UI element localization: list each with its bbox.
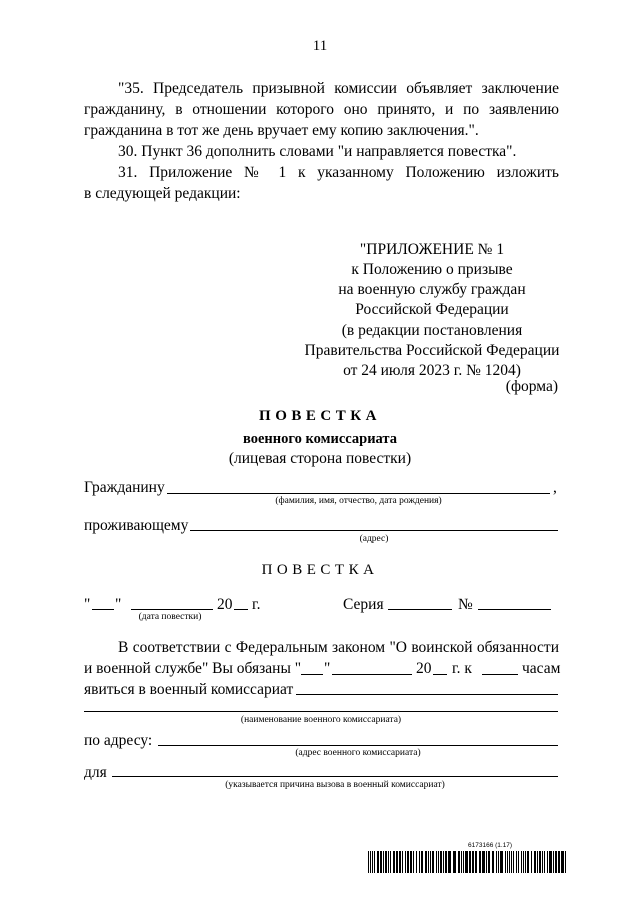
appendix-line5: (в редакции постановления bbox=[341, 322, 523, 339]
number-line[interactable] bbox=[478, 609, 551, 610]
address-field-line[interactable] bbox=[158, 745, 558, 746]
body-line3: явиться в военный комиссариат bbox=[84, 681, 294, 698]
date-day-line[interactable] bbox=[92, 609, 114, 610]
paragraph-35-line1: "35. Председатель призывной комиссии объявляет заключение bbox=[118, 80, 559, 97]
paragraph-31-line2: в следующей редакции: bbox=[84, 185, 241, 202]
series-label: Серия bbox=[343, 596, 384, 613]
page-number: 11 bbox=[312, 38, 328, 54]
residing-field-line[interactable] bbox=[190, 530, 558, 531]
citizen-caption: (фамилия, имя, отчество, дата рождения) bbox=[275, 496, 442, 506]
appendix-line3: на военную службу граждан bbox=[338, 281, 526, 298]
residing-caption: (адрес) bbox=[359, 534, 389, 544]
citizen-comma: , bbox=[553, 479, 557, 496]
subtitle-note: (лицевая сторона повестки) bbox=[228, 450, 412, 467]
commissariat-line-1[interactable] bbox=[296, 694, 558, 695]
paragraph-30: 30. Пункт 36 дополнить словами "и направляется повестка". bbox=[118, 143, 517, 160]
date-quote-close: " bbox=[115, 596, 122, 613]
appendix-line4: Российской Федерации bbox=[355, 301, 509, 318]
appear-hour-line[interactable] bbox=[482, 674, 518, 675]
date-year-line[interactable] bbox=[234, 609, 248, 610]
paragraph-35-line3: гражданина в тот же день вручает ему копию заключения.". bbox=[84, 122, 479, 139]
series-line[interactable] bbox=[388, 609, 452, 610]
residing-label: проживающему bbox=[84, 517, 189, 534]
body-line2-a: и военной службе" Вы обязаны " bbox=[84, 660, 302, 677]
title-main: ПОВЕСТКА bbox=[259, 408, 381, 424]
title-second: ПОВЕСТКА bbox=[261, 562, 379, 578]
appendix-line6: Правительства Российской Федерации bbox=[304, 342, 560, 359]
body-line1: В соответствии с Федеральным законом "О воинской обязанности bbox=[118, 639, 559, 656]
address-caption: (адрес военного комиссариата) bbox=[295, 748, 421, 758]
for-caption: (указывается причина вызова в военный комиссариат) bbox=[225, 780, 445, 790]
for-field-line[interactable] bbox=[112, 776, 558, 777]
date-month-line[interactable] bbox=[131, 609, 213, 610]
address-label: по адресу: bbox=[84, 732, 153, 749]
barcode-caption: 6173166 (1.17) bbox=[468, 842, 513, 849]
appear-month-line[interactable] bbox=[332, 674, 412, 675]
date-caption: (дата повестки) bbox=[138, 612, 202, 622]
appendix-line7: от 24 июля 2023 г. № 1204) bbox=[343, 362, 521, 379]
commissariat-line-2[interactable] bbox=[84, 711, 558, 712]
appendix-line2: к Положению о призыве bbox=[351, 261, 513, 278]
body-line2-b: " bbox=[324, 660, 331, 677]
subtitle-commissariat: военного комиссариата bbox=[243, 431, 397, 447]
body-line2-d: г. к bbox=[452, 660, 472, 677]
appear-year-line[interactable] bbox=[433, 674, 447, 675]
for-label: для bbox=[84, 764, 107, 781]
body-line2-e: часам bbox=[522, 660, 561, 677]
date-quote-open: " bbox=[84, 596, 91, 613]
paragraph-35-line2: гражданину, в отношении которого оно принято, и по заявлению bbox=[84, 101, 559, 118]
paragraph-31-line1: 31. Приложение № 1 к указанному Положению изложить bbox=[118, 164, 559, 181]
commissariat-caption: (наименование военного комиссариата) bbox=[240, 715, 402, 725]
form-label: (форма) bbox=[505, 378, 558, 395]
appendix-line1: "ПРИЛОЖЕНИЕ № 1 bbox=[359, 241, 505, 258]
appear-day-line[interactable] bbox=[301, 674, 323, 675]
body-line2-c: 20 bbox=[416, 660, 432, 677]
barcode-icon bbox=[368, 851, 566, 873]
date-year-prefix: 20 bbox=[217, 596, 233, 613]
citizen-field-line[interactable] bbox=[167, 493, 550, 494]
citizen-label: Гражданину bbox=[84, 479, 165, 496]
date-year-suffix: г. bbox=[252, 596, 261, 613]
number-label: № bbox=[458, 596, 473, 613]
